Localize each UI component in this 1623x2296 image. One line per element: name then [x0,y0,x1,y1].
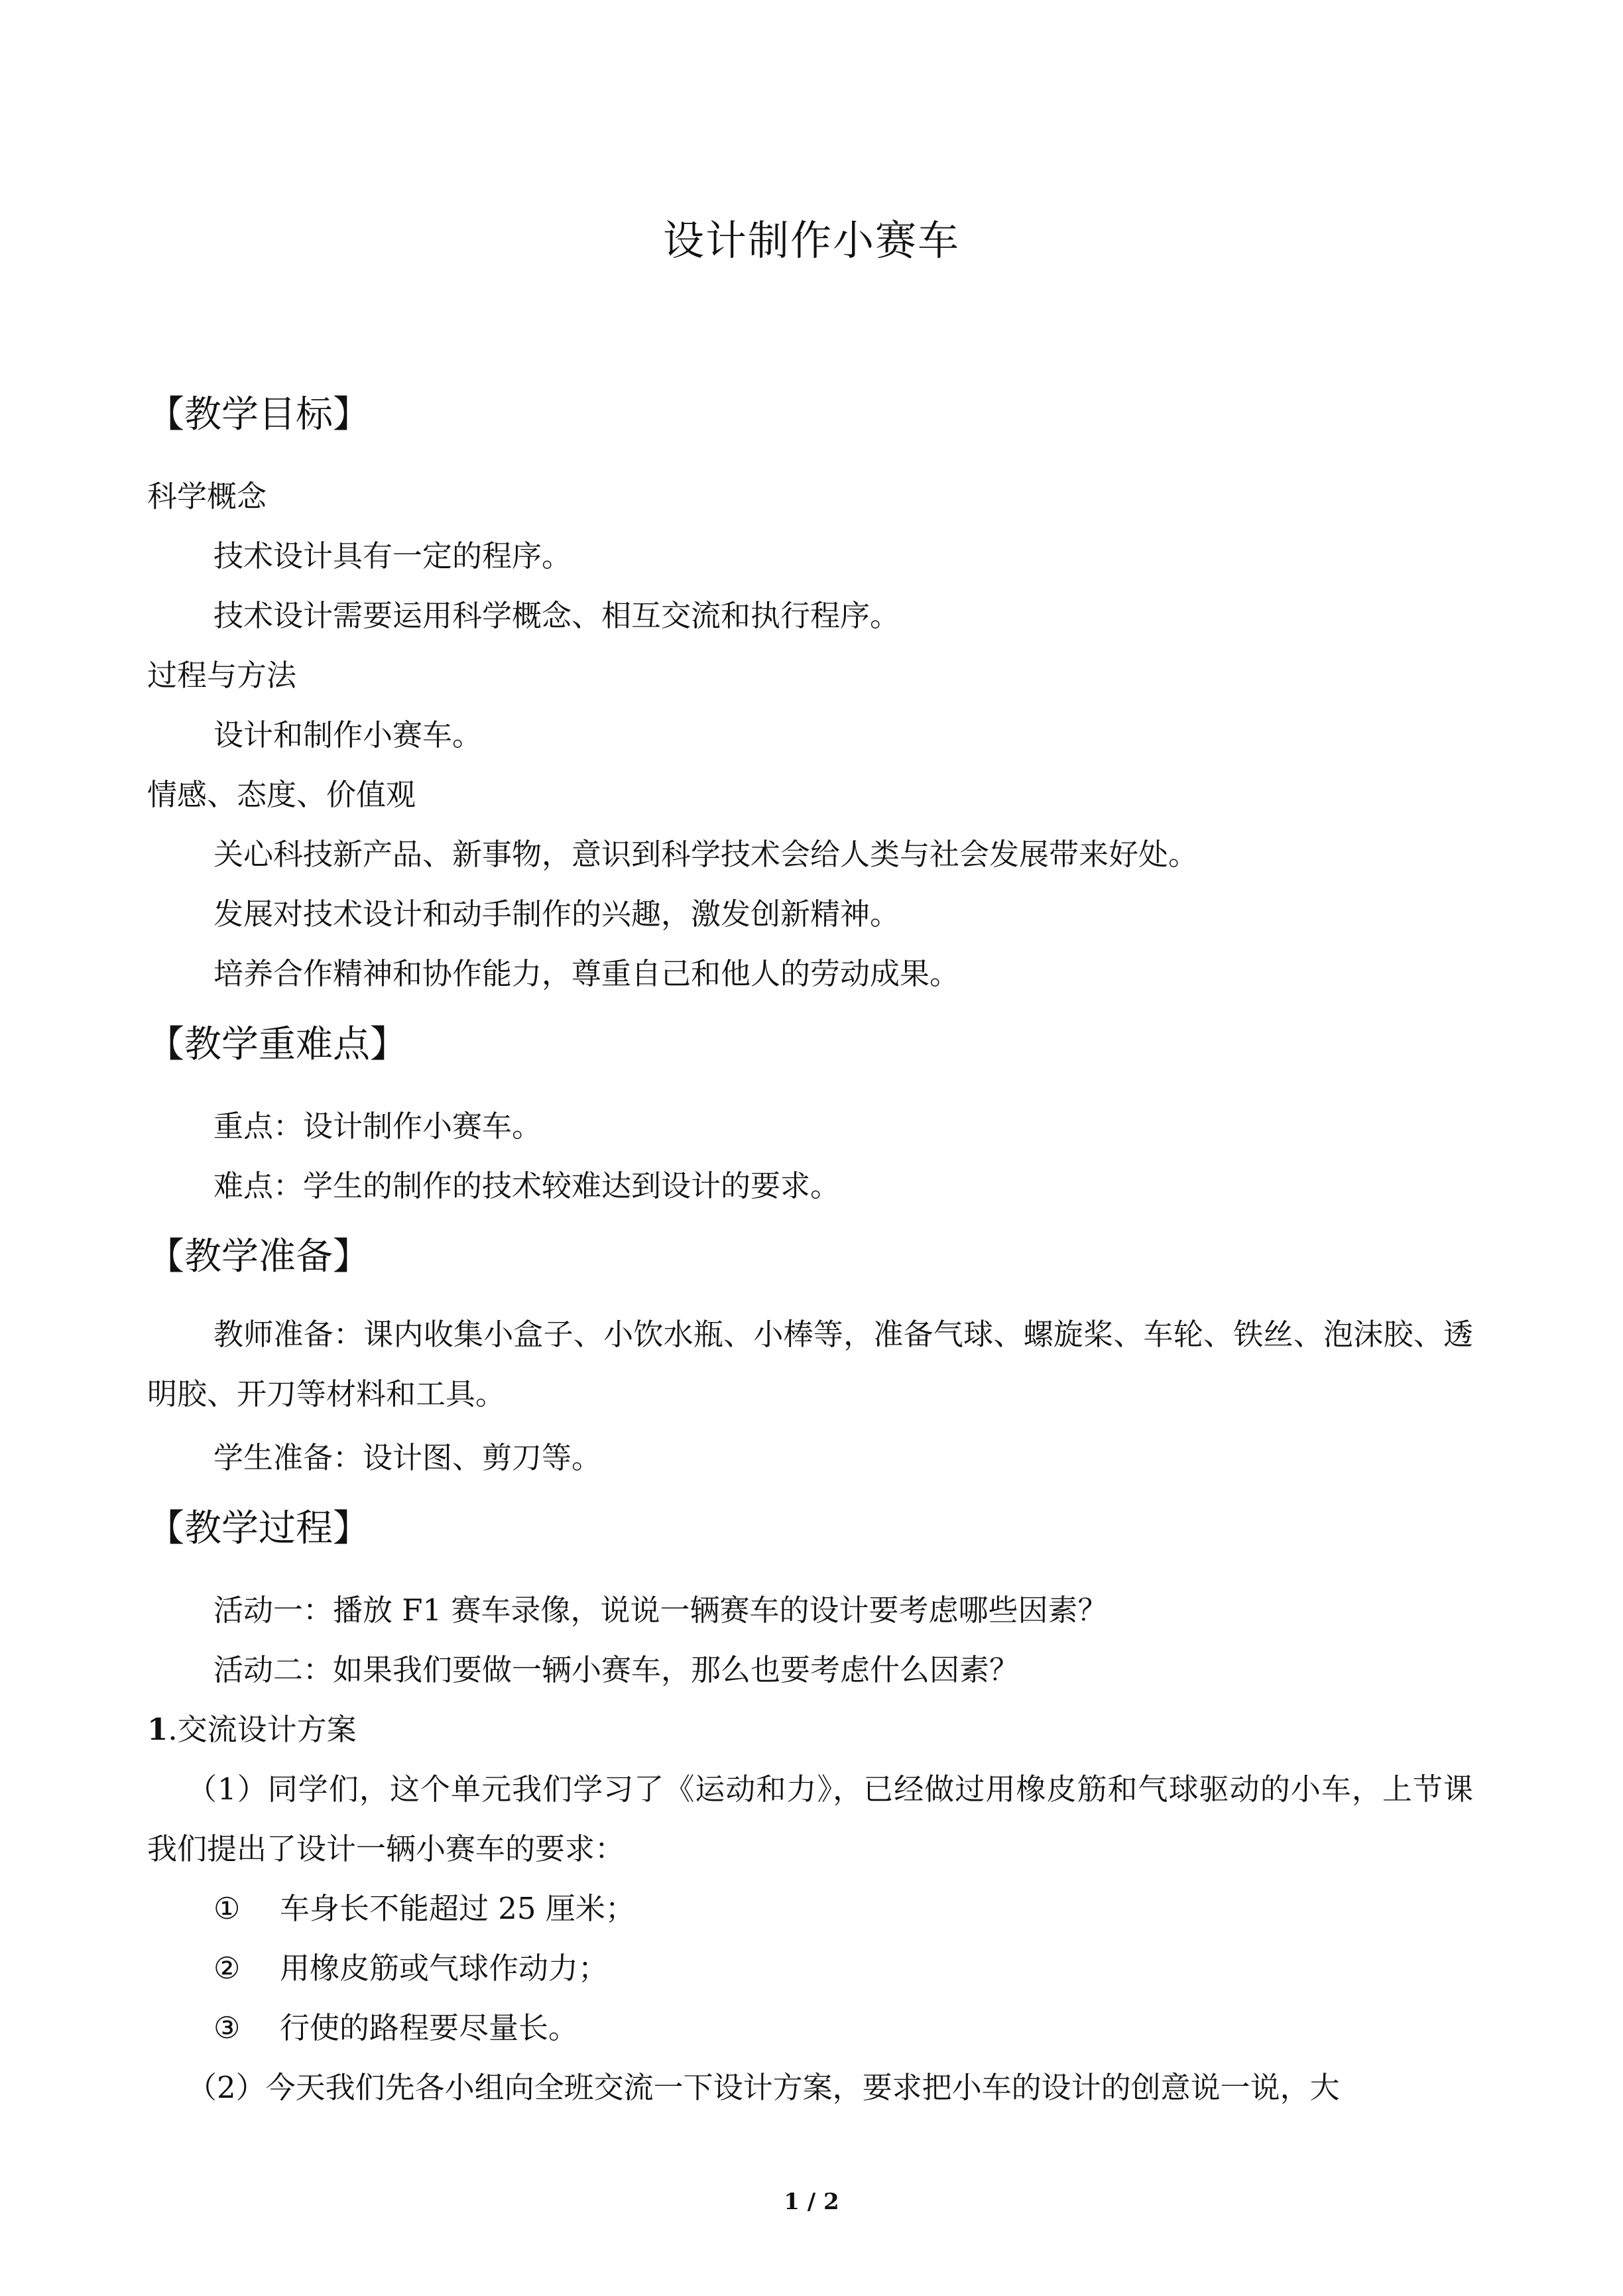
requirement-item [213,1947,608,1990]
requirement-text: 行使的路程要尽量长。 [280,2010,579,2045]
section-heading-goals: 【教学目标】 [147,393,370,436]
paragraph-process-1 [147,1760,1473,1879]
step-title: .交流设计方案 [168,1712,357,1747]
requirement-item [213,2006,578,2050]
text-line: 关心科技新产品、新事物，意识到科学技术会给人类与社会发展带来好处。 [213,837,1199,872]
section-heading-key-points: 【教学重难点】 [147,1023,407,1066]
text-line: 设计和制作小赛车。 [213,717,483,753]
text-line: 难点：学生的制作的技术较难达到设计的要求。 [213,1168,841,1203]
text-line: （2）今天我们先各小组向全班交流一下设计方案，要求把小车的设计的创意说一说，大 [187,2070,1340,2105]
text-line: 技术设计需要运用科学概念、相互交流和执行程序。 [213,598,900,633]
page-number: 1 / 2 [784,2189,839,2215]
circled-number-marker: ③ [213,2010,241,2045]
text-line: 培养合作精神和协作能力，尊重自己和他人的劳动成果。 [213,956,960,991]
step-heading [147,1708,357,1752]
requirement-text: 用橡皮筋或气球作动力； [280,1951,609,1986]
paragraph-text: （1）同学们，这个单元我们学习了《运动和力》，已经做过用橡皮筋和气球驱动的小车，上节课我们提出了设计一辆小赛车的要求： [147,1772,1473,1866]
step-number: 1 [147,1712,168,1747]
label-emotion-values: 情感、态度、价值观 [147,777,416,812]
section-heading-process: 【教学过程】 [147,1507,370,1550]
paragraph-text: 教师准备：课内收集小盒子、小饮水瓶、小棒等，准备气球、螺旋桨、车轮、铁丝、泡沫胶、透明胶、开刀等材料和工具。 [147,1317,1473,1412]
requirement-item [213,1887,635,1931]
text-line: 发展对技术设计和动手制作的兴趣，激发创新精神。 [213,896,900,932]
text-line: 活动二：如果我们要做一辆小赛车，那么也要考虑什么因素？ [213,1652,1020,1687]
document-title: 设计制作小赛车 [662,216,960,265]
text-line: 学生准备：设计图、剪刀等。 [213,1440,602,1475]
label-process-method: 过程与方法 [147,658,297,693]
text-line: 活动一：播放 F1 赛车录像，说说一辆赛车的设计要考虑哪些因素？ [213,1593,1108,1628]
paragraph-teacher-preparation [147,1305,1473,1424]
text-line: 重点：设计制作小赛车。 [213,1109,542,1144]
text-line: 技术设计具有一定的程序。 [213,538,572,574]
circled-number-marker: ① [213,1891,241,1926]
requirement-text: 车身长不能超过 25 厘米； [280,1891,635,1926]
section-heading-preparation: 【教学准备】 [147,1235,370,1278]
label-science-concept: 科学概念 [147,479,267,514]
circled-number-marker: ② [213,1951,241,1986]
